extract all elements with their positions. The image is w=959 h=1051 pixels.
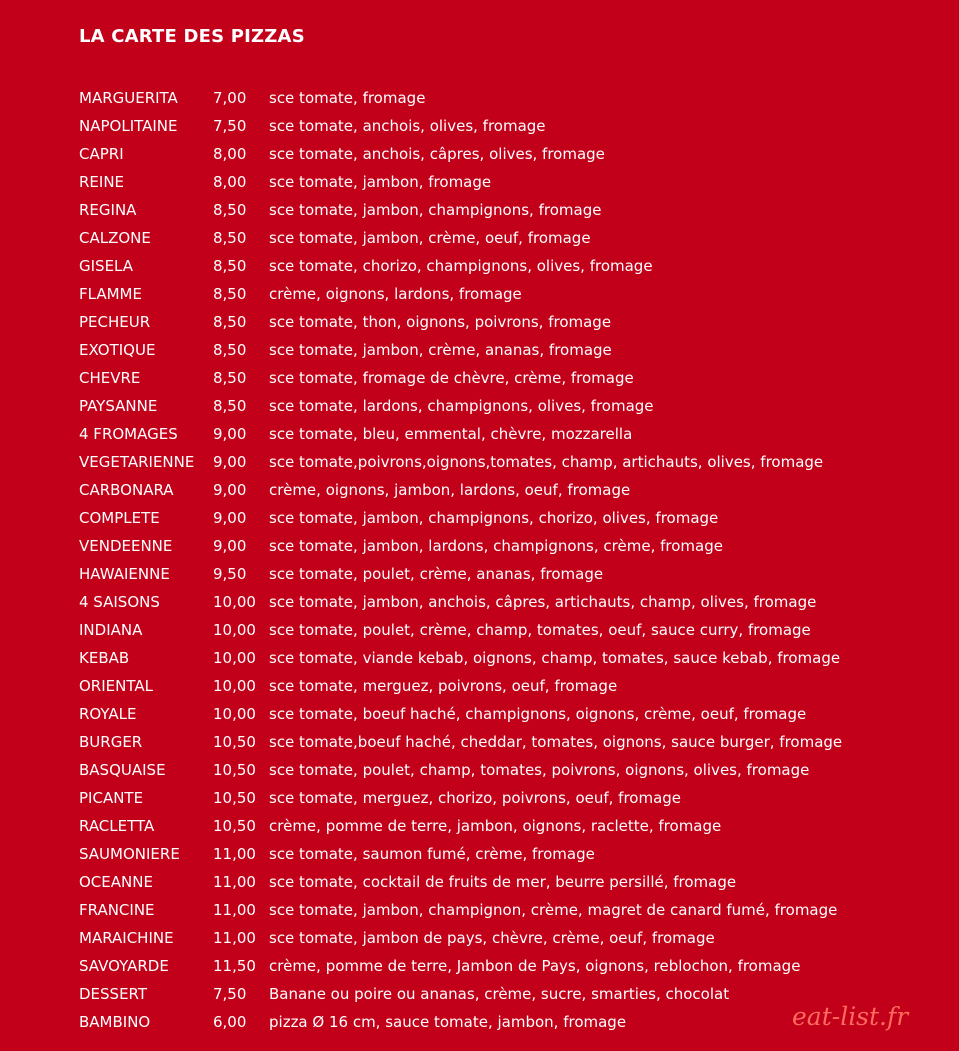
- pizza-description: Banane ou poire ou ananas, crème, sucre, smarties, chocolat: [269, 985, 730, 1003]
- pizza-description: crème, pomme de terre, Jambon de Pays, oignons, reblochon, fromage: [269, 957, 801, 975]
- pizza-name: PECHEUR: [79, 313, 151, 331]
- pizza-price: 8,00: [213, 173, 247, 191]
- pizza-description: sce tomate, jambon, crème, ananas, fromage: [269, 341, 612, 359]
- pizza-price: 7,50: [213, 985, 247, 1003]
- list-item: [79, 224, 949, 252]
- list-item: [79, 812, 949, 840]
- list-item: [79, 252, 949, 280]
- pizza-price: 8,50: [213, 341, 247, 359]
- pizza-description: sce tomate, jambon, anchois, câpres, artichauts, champ, olives, fromage: [269, 593, 817, 611]
- pizza-description: sce tomate, fromage de chèvre, crème, fromage: [269, 369, 634, 387]
- pizza-description: sce tomate,boeuf haché, cheddar, tomates, oignons, sauce burger, fromage: [269, 733, 843, 751]
- list-item: [79, 644, 949, 672]
- pizza-name: CAPRI: [79, 145, 124, 163]
- pizza-price: 10,00: [213, 677, 256, 695]
- pizza-price: 10,00: [213, 649, 256, 667]
- list-item: [79, 336, 949, 364]
- pizza-description: sce tomate, lardons, champignons, olives, fromage: [269, 397, 654, 415]
- list-item: [79, 392, 949, 420]
- pizza-description: sce tomate, jambon, crème, oeuf, fromage: [269, 229, 591, 247]
- pizza-name: SAVOYARDE: [79, 957, 169, 975]
- list-item: [79, 280, 949, 308]
- pizza-name: BURGER: [79, 733, 143, 751]
- list-item: [79, 700, 949, 728]
- pizza-name: VEGETARIENNE: [79, 453, 195, 471]
- pizza-description: sce tomate, chorizo, champignons, olives, fromage: [269, 257, 653, 275]
- pizza-name: BAMBINO: [79, 1013, 151, 1031]
- pizza-name: NAPOLITAINE: [79, 117, 178, 135]
- pizza-price: 10,50: [213, 817, 256, 835]
- pizza-description: crème, oignons, lardons, fromage: [269, 285, 522, 303]
- pizza-name: PAYSANNE: [79, 397, 158, 415]
- pizza-description: sce tomate, fromage: [269, 89, 426, 107]
- pizza-price: 9,00: [213, 425, 247, 443]
- pizza-price: 8,50: [213, 285, 247, 303]
- pizza-price: 9,00: [213, 537, 247, 555]
- pizza-price: 8,50: [213, 201, 247, 219]
- pizza-description: pizza Ø 16 cm, sauce tomate, jambon, fromage: [269, 1013, 627, 1031]
- pizza-description: sce tomate, jambon, champignons, chorizo, olives, fromage: [269, 509, 719, 527]
- pizza-description: sce tomate, thon, oignons, poivrons, fromage: [269, 313, 612, 331]
- list-item: [79, 952, 949, 980]
- list-item: [79, 364, 949, 392]
- pizza-description: sce tomate, anchois, câpres, olives, fromage: [269, 145, 605, 163]
- pizza-price: 9,50: [213, 565, 247, 583]
- list-item: [79, 420, 949, 448]
- list-item: [79, 728, 949, 756]
- pizza-price: 8,50: [213, 313, 247, 331]
- pizza-name: FLAMME: [79, 285, 142, 303]
- pizza-description: sce tomate, merguez, poivrons, oeuf, fromage: [269, 677, 618, 695]
- pizza-description: sce tomate, poulet, champ, tomates, poivrons, oignons, olives, fromage: [269, 761, 810, 779]
- list-item: [79, 168, 949, 196]
- pizza-price: 10,50: [213, 761, 256, 779]
- pizza-description: sce tomate, jambon, champignons, fromage: [269, 201, 602, 219]
- list-item: [79, 868, 949, 896]
- pizza-price: 10,50: [213, 733, 256, 751]
- pizza-price: 11,50: [213, 957, 256, 975]
- pizza-description: sce tomate, jambon de pays, chèvre, crème, oeuf, fromage: [269, 929, 715, 947]
- pizza-name: CALZONE: [79, 229, 151, 247]
- pizza-description: sce tomate, merguez, chorizo, poivrons, oeuf, fromage: [269, 789, 682, 807]
- pizza-name: RACLETTA: [79, 817, 155, 835]
- list-item: [79, 84, 949, 112]
- list-item: [79, 756, 949, 784]
- pizza-price: 9,00: [213, 453, 247, 471]
- pizza-description: sce tomate, boeuf haché, champignons, oignons, crème, oeuf, fromage: [269, 705, 807, 723]
- pizza-description: sce tomate, poulet, crème, champ, tomates, oeuf, sauce curry, fromage: [269, 621, 811, 639]
- pizza-description: sce tomate, jambon, champignon, crème, magret de canard fumé, fromage: [269, 901, 838, 919]
- list-item: [79, 476, 949, 504]
- pizza-name: 4 FROMAGES: [79, 425, 178, 443]
- pizza-name: INDIANA: [79, 621, 143, 639]
- pizza-price: 11,00: [213, 929, 256, 947]
- pizza-description: sce tomate, poulet, crème, ananas, fromage: [269, 565, 604, 583]
- list-item: [79, 616, 949, 644]
- watermark-logo: eat-list.fr: [792, 1002, 909, 1031]
- pizza-price: 11,00: [213, 873, 256, 891]
- list-item: [79, 924, 949, 952]
- pizza-price: 10,00: [213, 621, 256, 639]
- pizza-name: MARGUERITA: [79, 89, 178, 107]
- list-item: [79, 504, 949, 532]
- pizza-name: REGINA: [79, 201, 137, 219]
- pizza-description: sce tomate, saumon fumé, crème, fromage: [269, 845, 595, 863]
- pizza-name: MARAICHINE: [79, 929, 174, 947]
- pizza-description: sce tomate, anchois, olives, fromage: [269, 117, 546, 135]
- pizza-name: DESSERT: [79, 985, 148, 1003]
- pizza-name: VENDEENNE: [79, 537, 173, 555]
- pizza-price: 6,00: [213, 1013, 247, 1031]
- list-item: [79, 560, 949, 588]
- pizza-name: CARBONARA: [79, 481, 174, 499]
- pizza-description: sce tomate,poivrons,oignons,tomates, champ, artichauts, olives, fromage: [269, 453, 824, 471]
- pizza-name: ROYALE: [79, 705, 137, 723]
- pizza-name: KEBAB: [79, 649, 130, 667]
- list-item: [79, 448, 949, 476]
- pizza-description: crème, oignons, jambon, lardons, oeuf, fromage: [269, 481, 631, 499]
- pizza-description: crème, pomme de terre, jambon, oignons, raclette, fromage: [269, 817, 722, 835]
- pizza-price: 7,50: [213, 117, 247, 135]
- pizza-price: 11,00: [213, 845, 256, 863]
- pizza-description: sce tomate, cocktail de fruits de mer, beurre persillé, fromage: [269, 873, 737, 891]
- pizza-price: 11,00: [213, 901, 256, 919]
- pizza-name: SAUMONIERE: [79, 845, 180, 863]
- pizza-name: 4 SAISONS: [79, 593, 160, 611]
- list-item: [79, 196, 949, 224]
- pizza-name: BASQUAISE: [79, 761, 166, 779]
- list-item: [79, 308, 949, 336]
- page-title: LA CARTE DES PIZZAS: [79, 26, 305, 47]
- pizza-name: HAWAIENNE: [79, 565, 170, 583]
- pizza-name: REINE: [79, 173, 125, 191]
- pizza-description: sce tomate, jambon, lardons, champignons, crème, fromage: [269, 537, 723, 555]
- pizza-list: [79, 84, 949, 1036]
- pizza-price: 8,00: [213, 145, 247, 163]
- list-item: [79, 588, 949, 616]
- pizza-name: GISELA: [79, 257, 134, 275]
- pizza-description: sce tomate, bleu, emmental, chèvre, mozzarella: [269, 425, 633, 443]
- pizza-name: PICANTE: [79, 789, 144, 807]
- pizza-price: 8,50: [213, 369, 247, 387]
- list-item: [79, 112, 949, 140]
- pizza-price: 10,00: [213, 705, 256, 723]
- pizza-name: OCEANNE: [79, 873, 153, 891]
- pizza-name: FRANCINE: [79, 901, 155, 919]
- list-item: [79, 532, 949, 560]
- pizza-name: CHEVRE: [79, 369, 141, 387]
- pizza-description: sce tomate, viande kebab, oignons, champ, tomates, sauce kebab, fromage: [269, 649, 841, 667]
- list-item: [79, 896, 949, 924]
- pizza-price: 9,00: [213, 481, 247, 499]
- pizza-price: 10,50: [213, 789, 256, 807]
- pizza-price: 10,00: [213, 593, 256, 611]
- pizza-price: 8,50: [213, 397, 247, 415]
- pizza-description: sce tomate, jambon, fromage: [269, 173, 492, 191]
- pizza-name: ORIENTAL: [79, 677, 153, 695]
- list-item: [79, 784, 949, 812]
- pizza-price: 7,00: [213, 89, 247, 107]
- pizza-price: 8,50: [213, 257, 247, 275]
- list-item: [79, 672, 949, 700]
- pizza-name: EXOTIQUE: [79, 341, 156, 359]
- list-item: [79, 140, 949, 168]
- list-item: [79, 840, 949, 868]
- pizza-name: COMPLETE: [79, 509, 160, 527]
- pizza-price: 8,50: [213, 229, 247, 247]
- pizza-price: 9,00: [213, 509, 247, 527]
